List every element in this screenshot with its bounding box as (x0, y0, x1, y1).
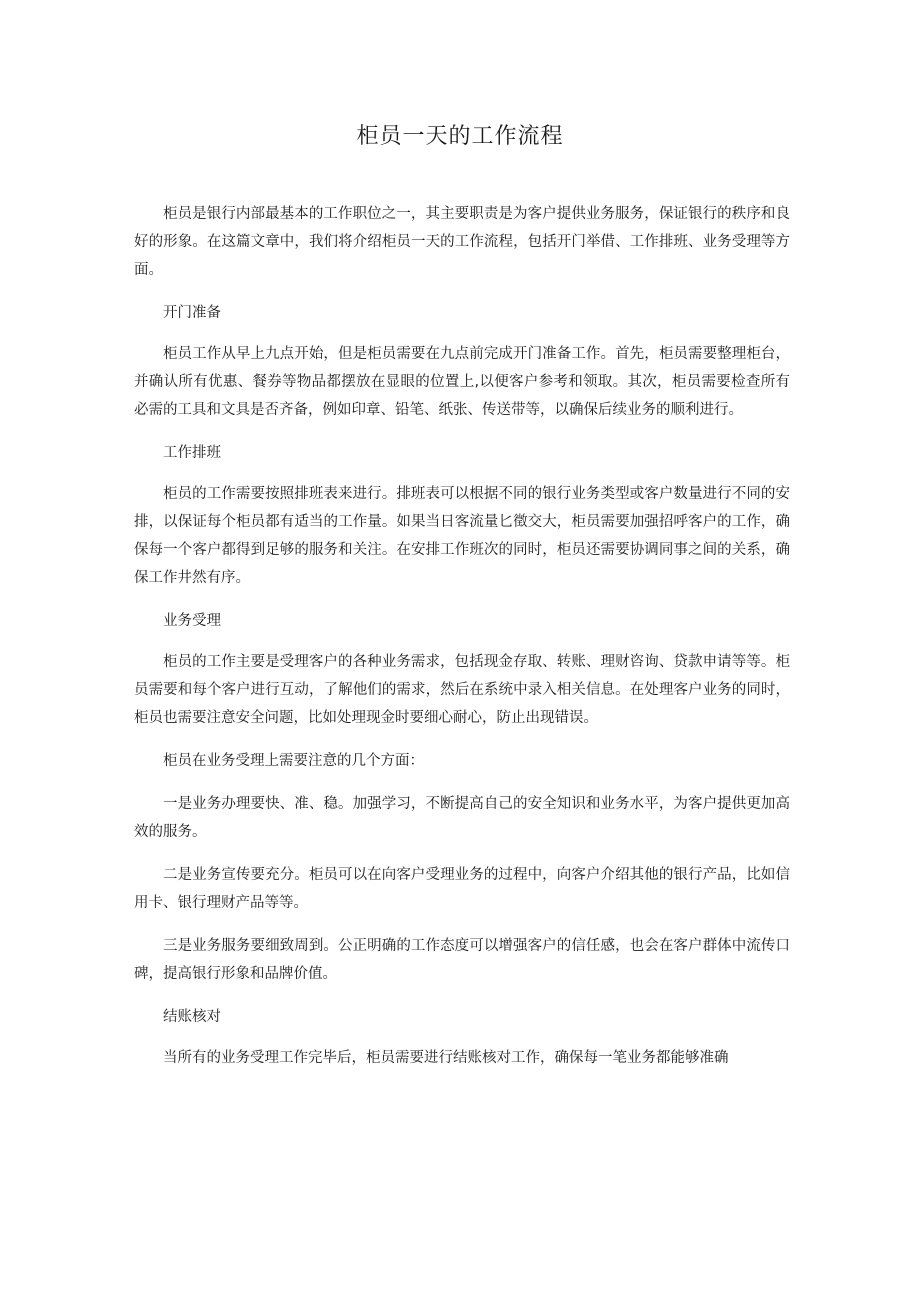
section-heading-opening-prep: 开门准备 (163, 305, 221, 321)
intro-paragraph: 柜员是银行内部最基本的工作职位之一，其主要职责是为客户提供业务服务，保证银行的秩序和良好的形象。在这篇文章中，我们将介绍柜员一天的工作流程，包括开门举借、工作排班、业务受理等方面。 (134, 206, 790, 278)
paragraph-point-three: 三是业务服务要细致周到。公正明确的工作态度可以增强客户的信任感，也会在客户群体中流传口碑，提高银行形象和品牌价值。 (134, 938, 790, 982)
paragraph-point-two: 二是业务宣传要充分。柜员可以在向客户受理业务的过程中，向客户介绍其他的银行产品，比如信用卡、银行理财产品等等。 (134, 867, 790, 911)
paragraph-scheduling: 柜员的工作需要按照排班表来进行。排班表可以根据不同的银行业务类型或客户数量进行不同的安排，以保证每个柜员都有适当的工作量。如果当日客流量匕徵交大，柜员需要加强招呼客户的工作，确保每一个客户都得到足够的服务和关注。在安排工作班次的同时，柜员还需要协调同事之间的关系，确保工作井然有序。 (134, 486, 790, 586)
section-heading-scheduling: 工作排班 (163, 445, 221, 461)
section-heading-settlement: 结账核对 (163, 1009, 221, 1025)
document-title: 柜员一天的工作流程 (356, 124, 564, 149)
paragraph-opening-prep: 柜员工作从早上九点开始，但是柜员需要在九点前完成开门准备工作。首先，柜员需要整理柜台，并确认所有优惠、餐券等物品都摆放在显眼的位置上,以便客户参考和领取。其次，柜员需要检查所有必需的工具和文具是否齐备，例如印章、铅笔、纸张、传送带等，以确保后续业务的顺利进行。 (134, 346, 790, 418)
paragraph-settlement: 当所有的业务受理工作完毕后，柜员需要进行结账核对工作，确保每一笔业务都能够准确 (163, 1050, 729, 1066)
paragraph-business-notes-intro: 柜员在业务受理上需要注意的几个方面： (163, 753, 424, 769)
section-heading-business: 业务受理 (163, 613, 221, 629)
paragraph-business: 柜员的工作主要是受理客户的各种业务需求，包括现金存取、转账、理财咨询、贷款申请等等。柜员需要和每个客户进行互动，了解他们的需求，然后在系统中录入相关信息。在处理客户业务的同时，柜员也需要注意安全问题，比如处理现金时要细心耐心，防止出现错误。 (134, 654, 790, 726)
paragraph-point-one: 一是业务办理要快、准、稳。加强学习，不断提高自己的安全知识和业务水平，为客户提供更加高效的服务。 (134, 796, 790, 840)
document-body (134, 200, 790, 1087)
